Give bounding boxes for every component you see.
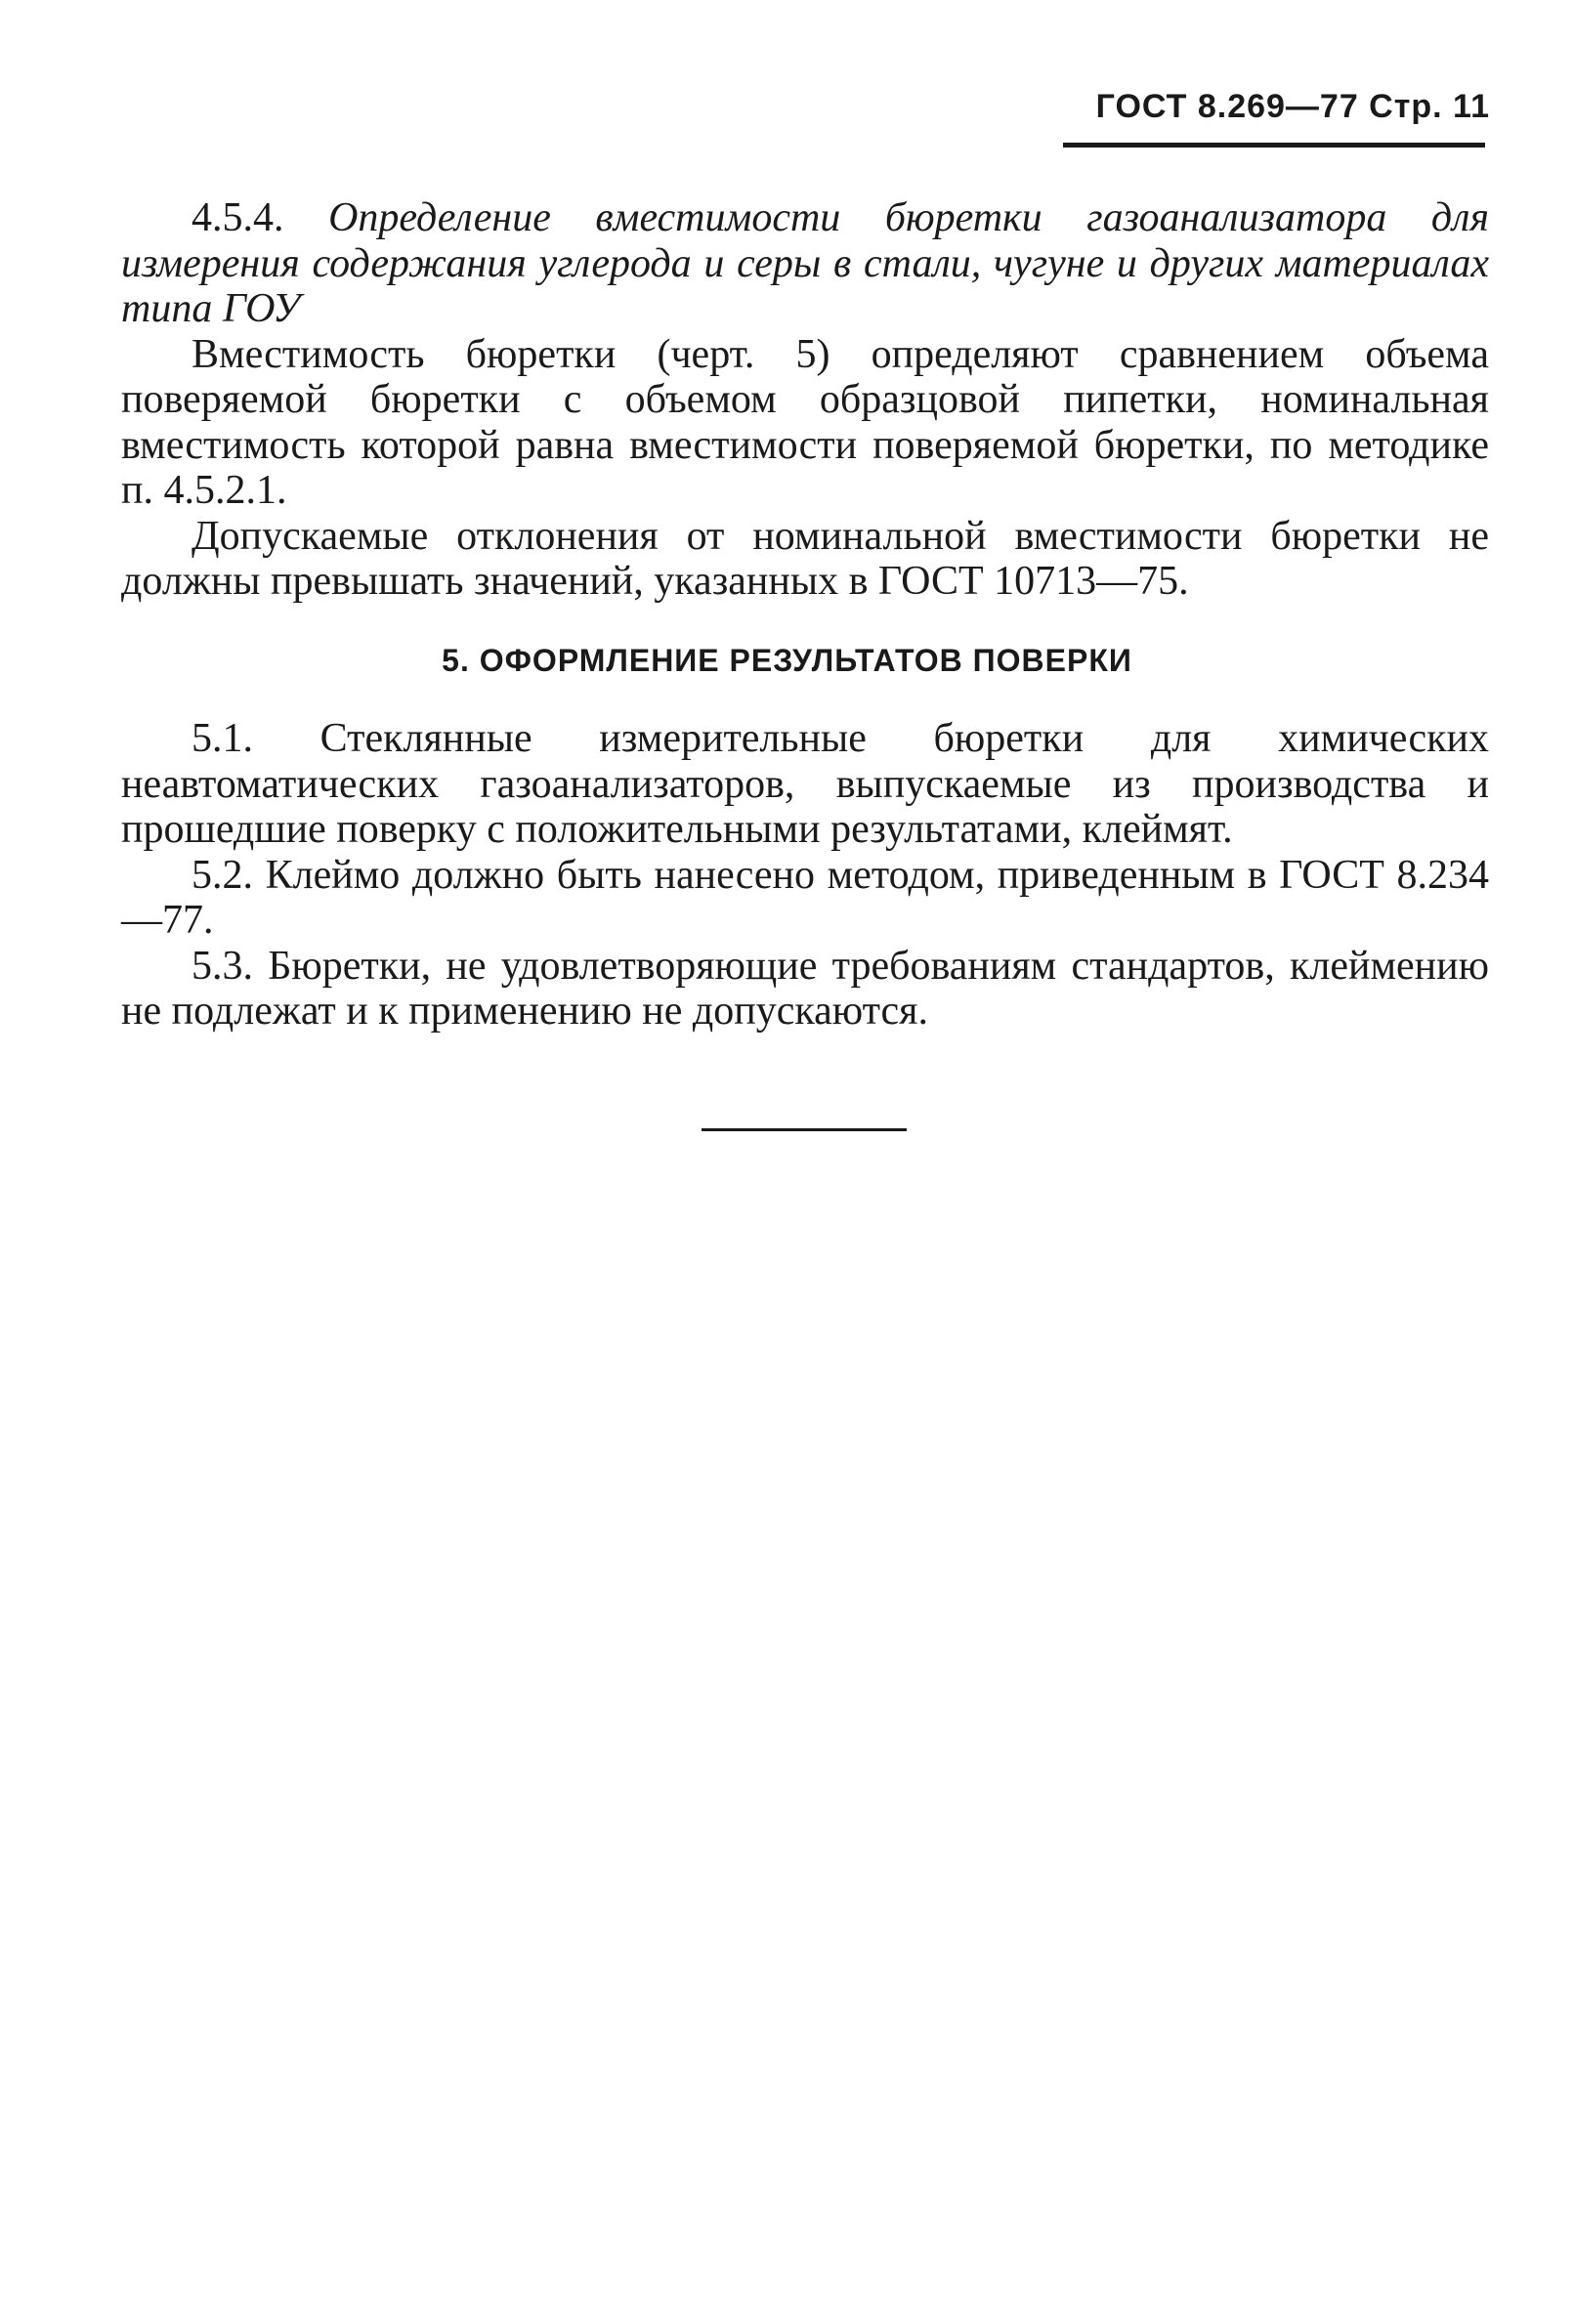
section-5-title: 5. ОФОРМЛЕНИЕ РЕЗУЛЬТАТОВ ПОВЕРКИ bbox=[442, 643, 1132, 678]
clause-5-1: 5.1. Стеклянные измерительные бюретки для химических неавтоматических газоанализаторов, выпускаемые из производства и прошедшие поверку с положительными результатами, клеймят. bbox=[121, 716, 1489, 852]
clause-5-3: 5.3. Бюретки, не удовлетворяющие требованиям стандартов, клеймению не подлежат и к применению не допускаются. bbox=[121, 943, 1489, 1034]
section-4-5-4 bbox=[121, 195, 1489, 605]
header-rule bbox=[1063, 143, 1485, 148]
end-rule bbox=[702, 1128, 907, 1131]
clause-title: Определение вместимости бюретки газоанализатора для измерения содержания углерода и серы в стали, чугуне и других материалах типа ГОУ bbox=[121, 195, 1489, 331]
clause-4-5-4-paragraph-2: Допускаемые отклонения от номинальной вместимости бюретки не должны превышать значений, указанных в ГОСТ 10713—75. bbox=[121, 513, 1489, 604]
clause-4-5-4-heading bbox=[121, 195, 1489, 332]
clause-number: 4.5.4. bbox=[191, 195, 284, 240]
clause-4-5-4-paragraph-1: Вместимость бюретки (черт. 5) определяют сравнением объема поверяемой бюретки с объемом образцовой пипетки, номинальная вместимость которой равна вместимости поверяемой бюретки, по методике п. 4.5.2.1. bbox=[121, 331, 1489, 513]
section-5 bbox=[121, 716, 1489, 1035]
clause-5-2: 5.2. Клеймо должно быть нанесено методом, приведенным в ГОСТ 8.234—77. bbox=[121, 852, 1489, 943]
page-header: ГОСТ 8.269—77 Стр. 11 bbox=[1095, 88, 1490, 125]
